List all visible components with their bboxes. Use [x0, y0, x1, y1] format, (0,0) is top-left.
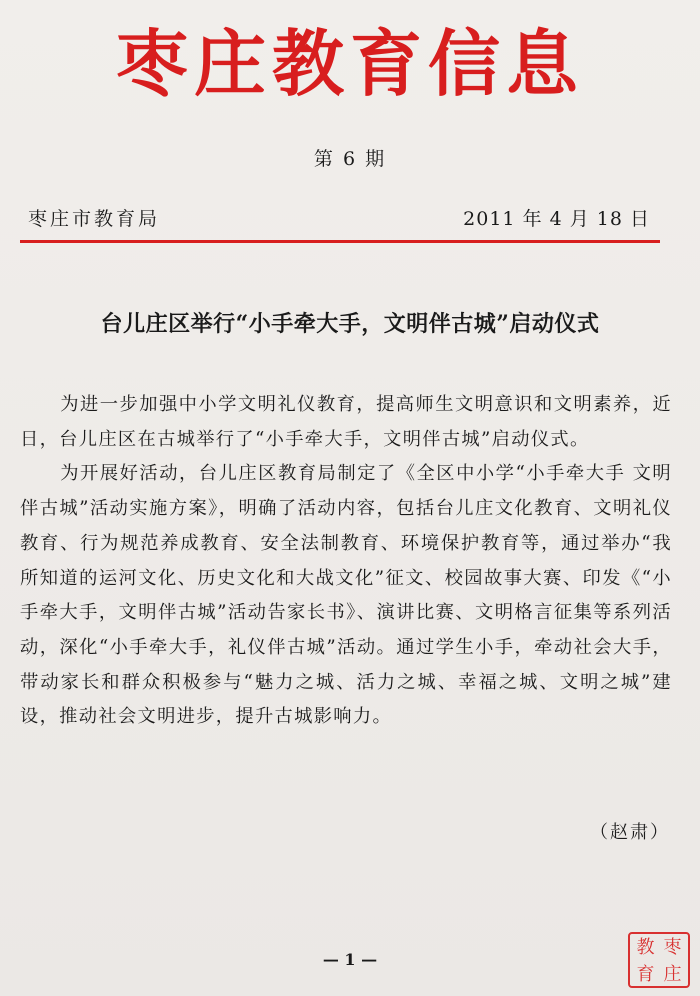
red-divider [20, 240, 660, 243]
seal-char: 庄 [663, 964, 682, 985]
article-paragraph: 为进一步加强中小学文明礼仪教育，提高师生文明意识和文明素养，近日，台儿庄区在古城举行了“小手牵大手，文明伴古城”启动仪式。 [20, 394, 672, 450]
page-number: — 1 — [322, 950, 378, 969]
article-body [20, 388, 672, 735]
seal-char: 教 [636, 937, 655, 958]
masthead-title: 枣庄教育信息 [115, 21, 584, 106]
article-paragraph: 为开展好活动，台儿庄区教育局制定了《全区中小学“小手牵大手 文明伴古城”活动实施方案》，明确了活动内容，包括台儿庄文化教育、文明礼仪教育、行为规范养成教育、安全法制教育、环境保护教育等，通过举办“我所知道的运河文化、历史文化和大战文化”征文、校园故事大赛、印发《“小手牵大手，文明伴古城”活动告家长书》、演讲比赛、文明格言征集等系列活动，深化“小手牵大手，礼仪伴古城”活动。通过学生小手，牵动社会大手，带动家长和群众积极参与“魅力之城、活力之城、幸福之城、文明之城”建设，推动社会文明进步，提升古城影响力。 [20, 463, 672, 728]
seal-char: 育 [636, 964, 655, 985]
publish-date: 2011 年 4 月 18 日 [463, 208, 650, 230]
stamp-seal [628, 932, 690, 988]
publisher-name: 枣庄市教育局 [28, 208, 161, 230]
issue-number: 第 6 期 [313, 148, 387, 170]
article-headline: 台儿庄区举行“小手牵大手，文明伴古城”启动仪式 [100, 311, 600, 337]
seal-char: 枣 [663, 937, 682, 958]
article-byline: （赵肃） [590, 822, 670, 843]
